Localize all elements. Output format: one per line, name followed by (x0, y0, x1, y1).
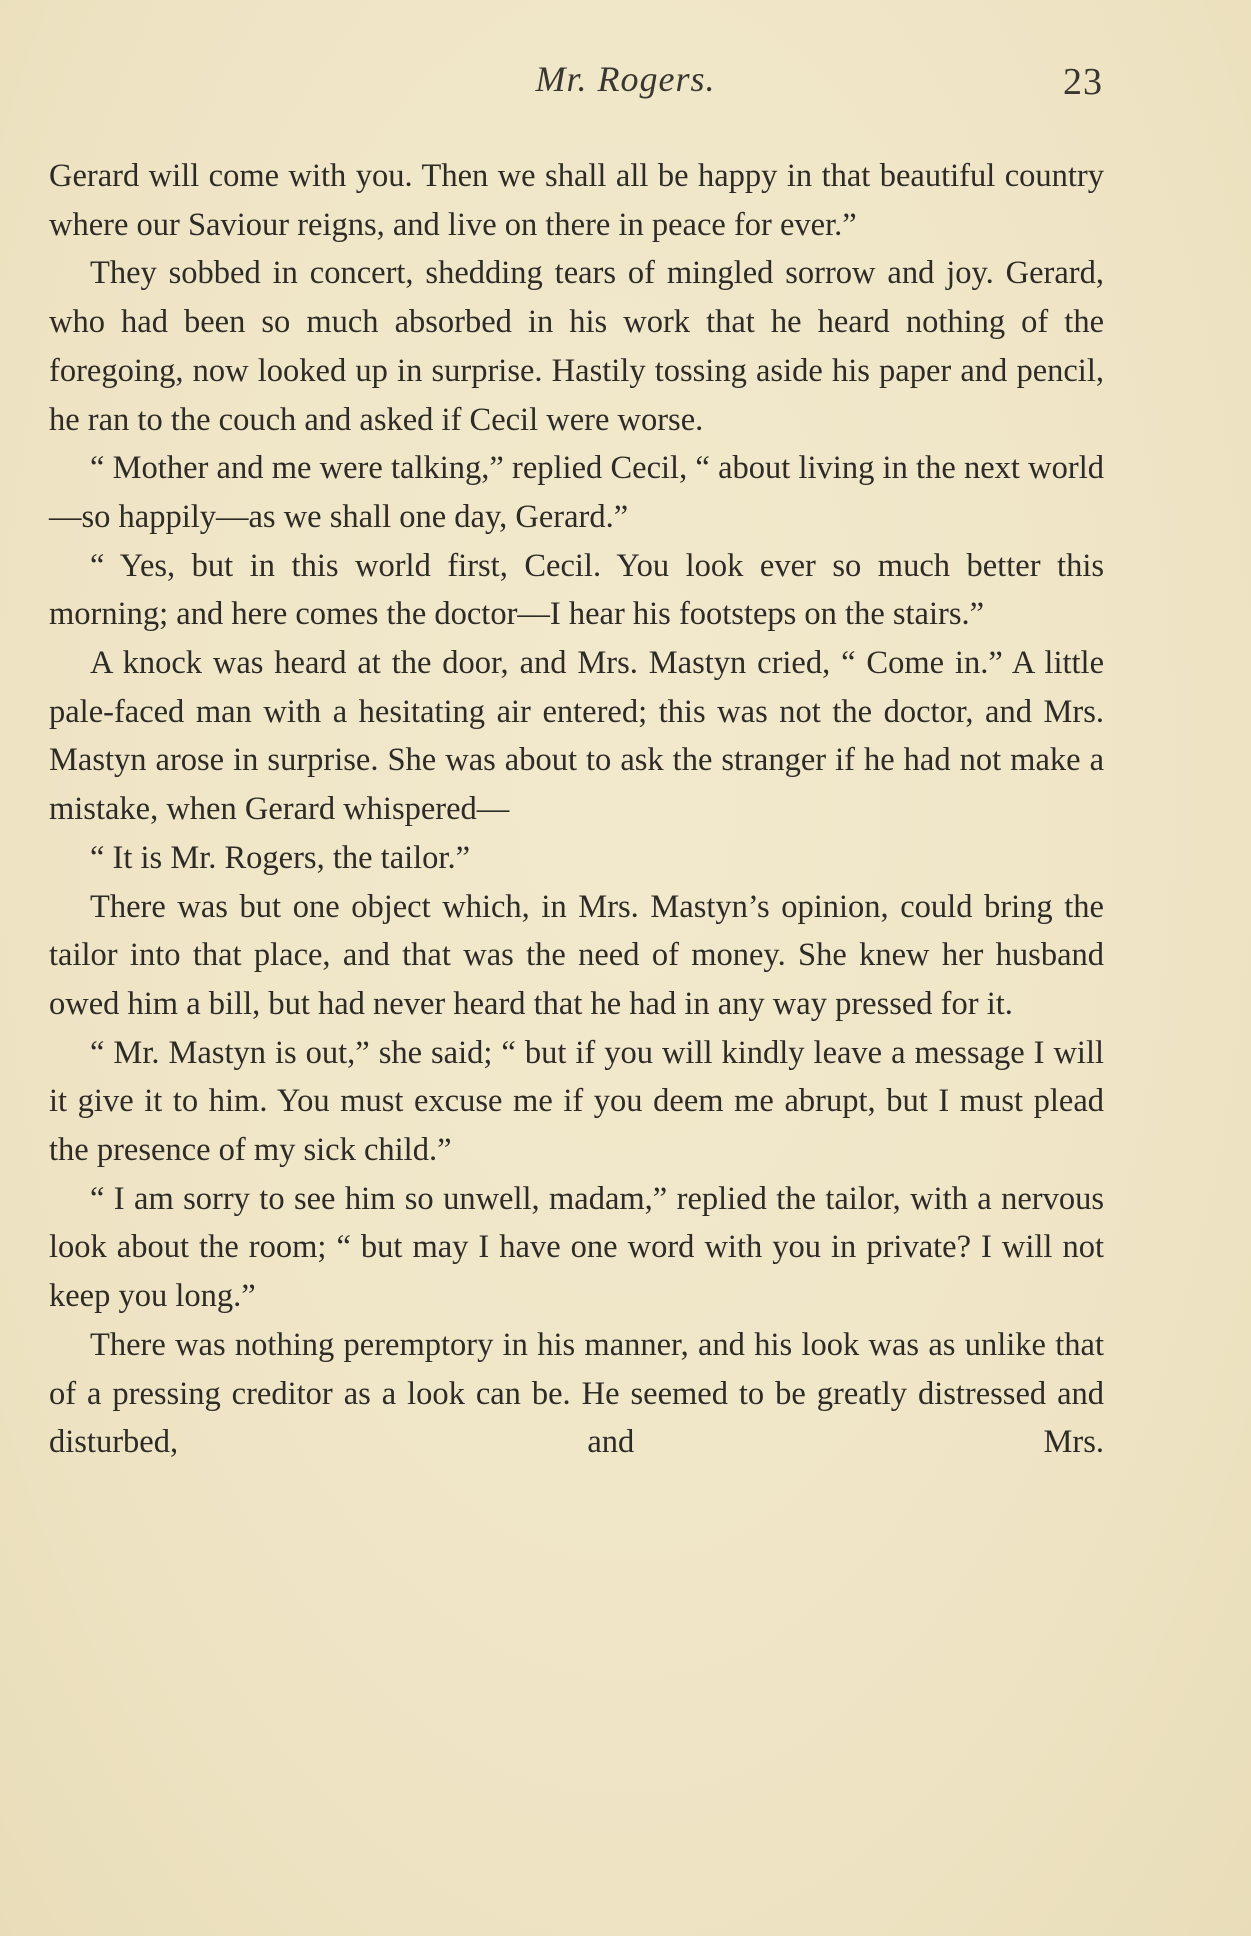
paragraph: “ Mother and me were talking,” replied Cecil, “ about living in the next world—so happily—as we shall one day, Gerard.” (49, 450, 1104, 535)
paragraph: There was nothing peremptory in his manner, and his look was as unlike that of a pressing creditor as a look can be. He seemed to be greatly distressed and disturbed, and Mrs. (49, 1326, 1104, 1461)
paragraph: “ It is Mr. Rogers, the tailor.” (90, 839, 471, 876)
chapter-title: Mr. Rogers. (535, 59, 716, 99)
paragraph: There was but one object which, in Mrs. Mastyn’s opinion, could bring the tailor into that place, and that was the need of money. She knew her husband owed him a bill, but had never heard that he had in any way pressed for it. (49, 888, 1104, 1022)
body-text (49, 152, 1104, 1467)
paragraph: They sobbed in concert, shedding tears of mingled sorrow and joy. Gerard, who had been so much absorbed in his work that he heard nothing of the foregoing, now looked up in surprise. Hastily tossing aside his paper and pencil, he ran to the couch and asked if Cecil were worse. (49, 255, 1104, 438)
page-number: 23 (1063, 61, 1103, 103)
running-head (0, 58, 1251, 108)
paragraph: “ I am sorry to see him so unwell, madam,” replied the tailor, with a nervous look about the room; “ but may I have one word with you in private? I will not keep you long.” (49, 1180, 1104, 1315)
paragraph: Gerard will come with you. Then we shall all be happy in that beautiful country where our Saviour reigns, and live on there in peace for ever.” (49, 158, 1104, 243)
paragraph: “ Mr. Mastyn is out,” she said; “ but if you will kindly leave a message I will it give it to him. You must excuse me if you deem me abrupt, but I must plead the presence of my sick child.” (49, 1034, 1104, 1169)
paragraph: A knock was heard at the door, and Mrs. Mastyn cried, “ Come in.” A little pale-faced man with a hesitating air entered; this was not the doctor, and Mrs. Mastyn arose in surprise. She was about to ask the stranger if he had not make a mistake, when Gerard whispered— (49, 645, 1104, 828)
paragraph: “ Yes, but in this world first, Cecil. You look ever so much better this morning; and here comes the doctor—I hear his footsteps on the stairs.” (49, 547, 1104, 633)
